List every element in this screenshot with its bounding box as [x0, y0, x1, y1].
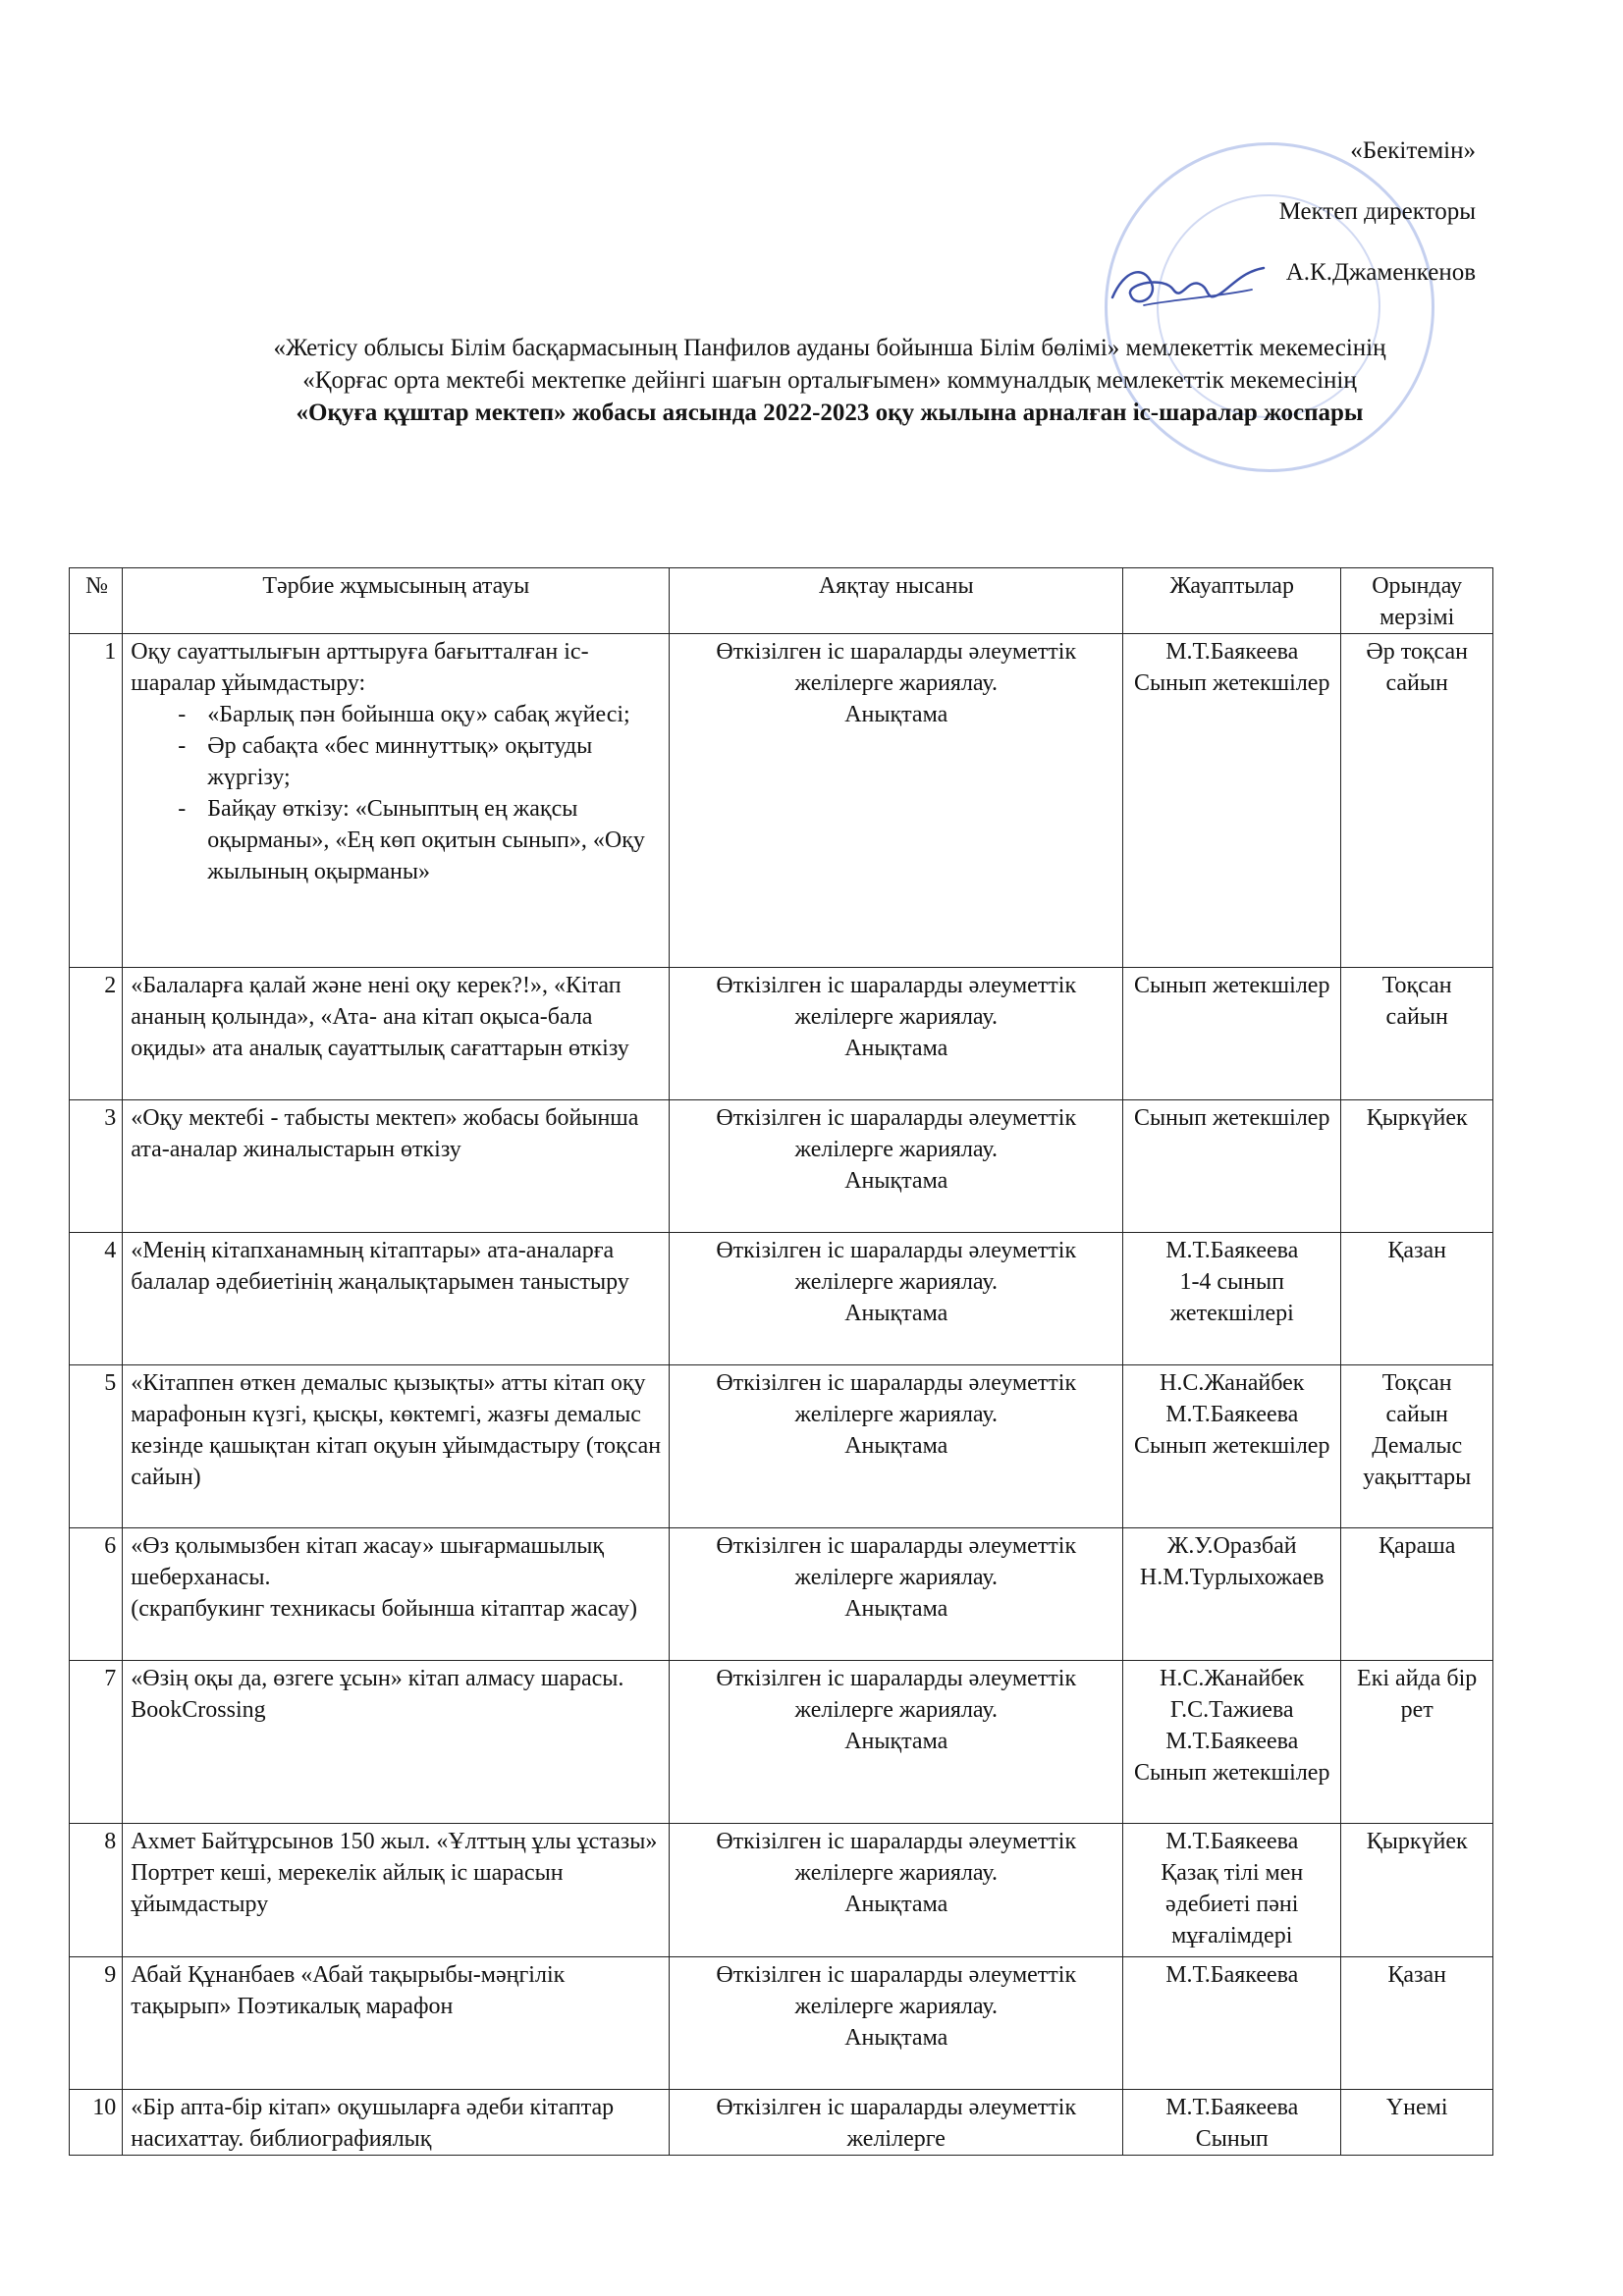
deadline: Тоқсан сайын Демалыс уақыттары	[1341, 1365, 1493, 1528]
responsible: М.Т.Баякеева	[1123, 1957, 1341, 2090]
row-number: 1	[70, 634, 123, 968]
approval-block	[1279, 135, 1476, 289]
activity-name: Оқу сауаттылығын арттыруға бағытталған іс-шаралар ұйымдастыру:	[131, 639, 589, 696]
table-row	[70, 1233, 1493, 1365]
activity-name: Абай Құнанбаев «Абай тақырыбы-мәңгілік тақырып» Поэтикалық марафон	[123, 1957, 670, 2090]
responsible: Н.С.Жанайбек Г.С.Тажиева М.Т.Баякеева Сынып жетекшілер	[1123, 1661, 1341, 1824]
activity-name: Ахмет Байтұрсынов 150 жыл. «Ұлттың ұлы ұстазы» Портрет кеші, мерекелік айлық іс шарасын ұйымдастыру	[123, 1824, 670, 1957]
responsible: Ж.У.Оразбай Н.М.Турлыхожаев	[1123, 1528, 1341, 1661]
column-header-number: №	[70, 568, 123, 634]
table-row	[70, 1365, 1493, 1528]
approver-position: Мектеп директоры	[1278, 198, 1476, 225]
completion-form: Өткізілген іс шараларды әлеуметтік желілерге жариялау. Анықтама	[670, 1528, 1123, 1661]
activity-plan-table	[69, 567, 1493, 2156]
row-number: 4	[70, 1233, 123, 1365]
table-row	[70, 1528, 1493, 1661]
row-number: 5	[70, 1365, 123, 1528]
table-row	[70, 2090, 1493, 2156]
deadline: Қараша	[1341, 1528, 1493, 1661]
list-item: - «Барлық пән бойынша оқу» сабақ жүйесі;	[178, 699, 661, 730]
completion-form: Өткізілген іс шараларды әлеуметтік желілерге жариялау. Анықтама	[670, 1365, 1123, 1528]
completion-form: Өткізілген іс шараларды әлеуметтік желілерге жариялау. Анықтама	[670, 968, 1123, 1100]
row-number: 10	[70, 2090, 123, 2156]
deadline: Екі айда бір рет	[1341, 1661, 1493, 1824]
table-row	[70, 634, 1493, 968]
activity-name: «Балаларға қалай және нені оқу керек?!», «Кітап ананың қолында», «Ата- ана кітап оқыса-бала оқиды» ата аналық сауаттылық сағаттарын өткізу	[123, 968, 670, 1100]
activity-name: «Менің кітапханамның кітаптары» ата-аналарға балалар әдебиетінің жаңалықтарымен таныстыру	[123, 1233, 670, 1365]
table-row	[70, 1661, 1493, 1824]
responsible: Сынып жетекшілер	[1123, 968, 1341, 1100]
table-row	[70, 1957, 1493, 2090]
responsible: Н.С.Жанайбек М.Т.Баякеева Сынып жетекшілер	[1123, 1365, 1341, 1528]
activity-bullet-list	[131, 699, 661, 887]
deadline: Үнемі	[1341, 2090, 1493, 2156]
deadline: Қыркүйек	[1341, 1100, 1493, 1233]
table-row	[70, 968, 1493, 1100]
list-item: - Әр сабақта «бес миннуттық» оқытуды жүргізу;	[178, 730, 661, 793]
activity-name: «Бір апта-бір кітап» оқушыларға әдеби кітаптар насихаттау. библиографиялық	[123, 2090, 670, 2156]
row-number: 8	[70, 1824, 123, 1957]
table-row	[70, 1824, 1493, 1957]
table-row	[70, 1100, 1493, 1233]
deadline: Қыркүйек	[1341, 1824, 1493, 1957]
column-header-responsible: Жауаптылар	[1123, 568, 1341, 634]
completion-form: Өткізілген іс шараларды әлеуметтік желілерге жариялау. Анықтама	[670, 1100, 1123, 1233]
activity-cell	[123, 634, 670, 968]
column-header-completion-form: Аяқтау нысаны	[670, 568, 1123, 634]
organization-line-2: «Қорғас орта мектебі мектепке дейінгі шағын орталығымен» коммуналдық мемлекеттік мекемесінің	[302, 367, 1357, 394]
document-header	[226, 332, 1434, 429]
completion-form: Өткізілген іс шараларды әлеуметтік желілерге жариялау. Анықтама	[670, 1233, 1123, 1365]
deadline: Қазан	[1341, 1957, 1493, 2090]
completion-form: Өткізілген іс шараларды әлеуметтік желілерге жариялау. Анықтама	[670, 634, 1123, 968]
approval-title: «Бекітемін»	[1350, 137, 1476, 164]
organization-line-1: «Жетісу облысы Білім басқармасының Панфилов ауданы бойынша Білім бөлімі» мемлекеттік мекемесінің	[273, 335, 1386, 361]
approver-name: А.К.Джаменкенов	[1285, 259, 1476, 286]
deadline: Тоқсан сайын	[1341, 968, 1493, 1100]
activity-name: «Оқу мектебі - табысты мектеп» жобасы бойынша ата-аналар жиналыстарын өткізу	[123, 1100, 670, 1233]
responsible: Сынып жетекшілер	[1123, 1100, 1341, 1233]
activity-name: «Кітаппен өткен демалыс қызықты» атты кітап оқу марафонын күзгі, қысқы, көктемгі, жазғы демалыс кезінде қашықтан кітап оқуын ұйымдастыру (тоқсан сайын)	[123, 1365, 670, 1528]
row-number: 7	[70, 1661, 123, 1824]
responsible: М.Т.Баякеева Сынып жетекшілер	[1123, 634, 1341, 968]
deadline: Әр тоқсан сайын	[1341, 634, 1493, 968]
table-header-row	[70, 568, 1493, 634]
column-header-deadline: Орындау мерзімі	[1341, 568, 1493, 634]
column-header-activity: Тәрбие жұмысының атауы	[123, 568, 670, 634]
activity-name: «Өзің оқы да, өзгеге ұсын» кітап алмасу шарасы. BookCrossing	[123, 1661, 670, 1824]
row-number: 3	[70, 1100, 123, 1233]
deadline: Қазан	[1341, 1233, 1493, 1365]
list-item: - Байқау өткізу: «Сыныптың ең жақсы оқырманы», «Ең көп оқитын сынып», «Оқу жылының оқырманы»	[178, 793, 661, 887]
director-signature	[1105, 250, 1271, 319]
document-title: «Оқуға құштар мектеп» жобасы аясында 2022-2023 оқу жылына арналған іс-шаралар жоспары	[296, 400, 1364, 426]
responsible: М.Т.Баякеева 1-4 сынып жетекшілері	[1123, 1233, 1341, 1365]
completion-form: Өткізілген іс шараларды әлеуметтік желілерге	[670, 2090, 1123, 2156]
row-number: 2	[70, 968, 123, 1100]
completion-form: Өткізілген іс шараларды әлеуметтік желілерге жариялау. Анықтама	[670, 1957, 1123, 2090]
activity-name: «Өз қолымызбен кітап жасау» шығармашылық шеберханасы. (скрапбукинг техникасы бойынша кітаптар жасау)	[123, 1528, 670, 1661]
completion-form: Өткізілген іс шараларды әлеуметтік желілерге жариялау. Анықтама	[670, 1824, 1123, 1957]
completion-form: Өткізілген іс шараларды әлеуметтік желілерге жариялау. Анықтама	[670, 1661, 1123, 1824]
responsible: М.Т.Баякеева Қазақ тілі мен әдебиеті пәні мұғалімдері	[1123, 1824, 1341, 1957]
responsible: М.Т.Баякеева Сынып	[1123, 2090, 1341, 2156]
row-number: 9	[70, 1957, 123, 2090]
row-number: 6	[70, 1528, 123, 1661]
